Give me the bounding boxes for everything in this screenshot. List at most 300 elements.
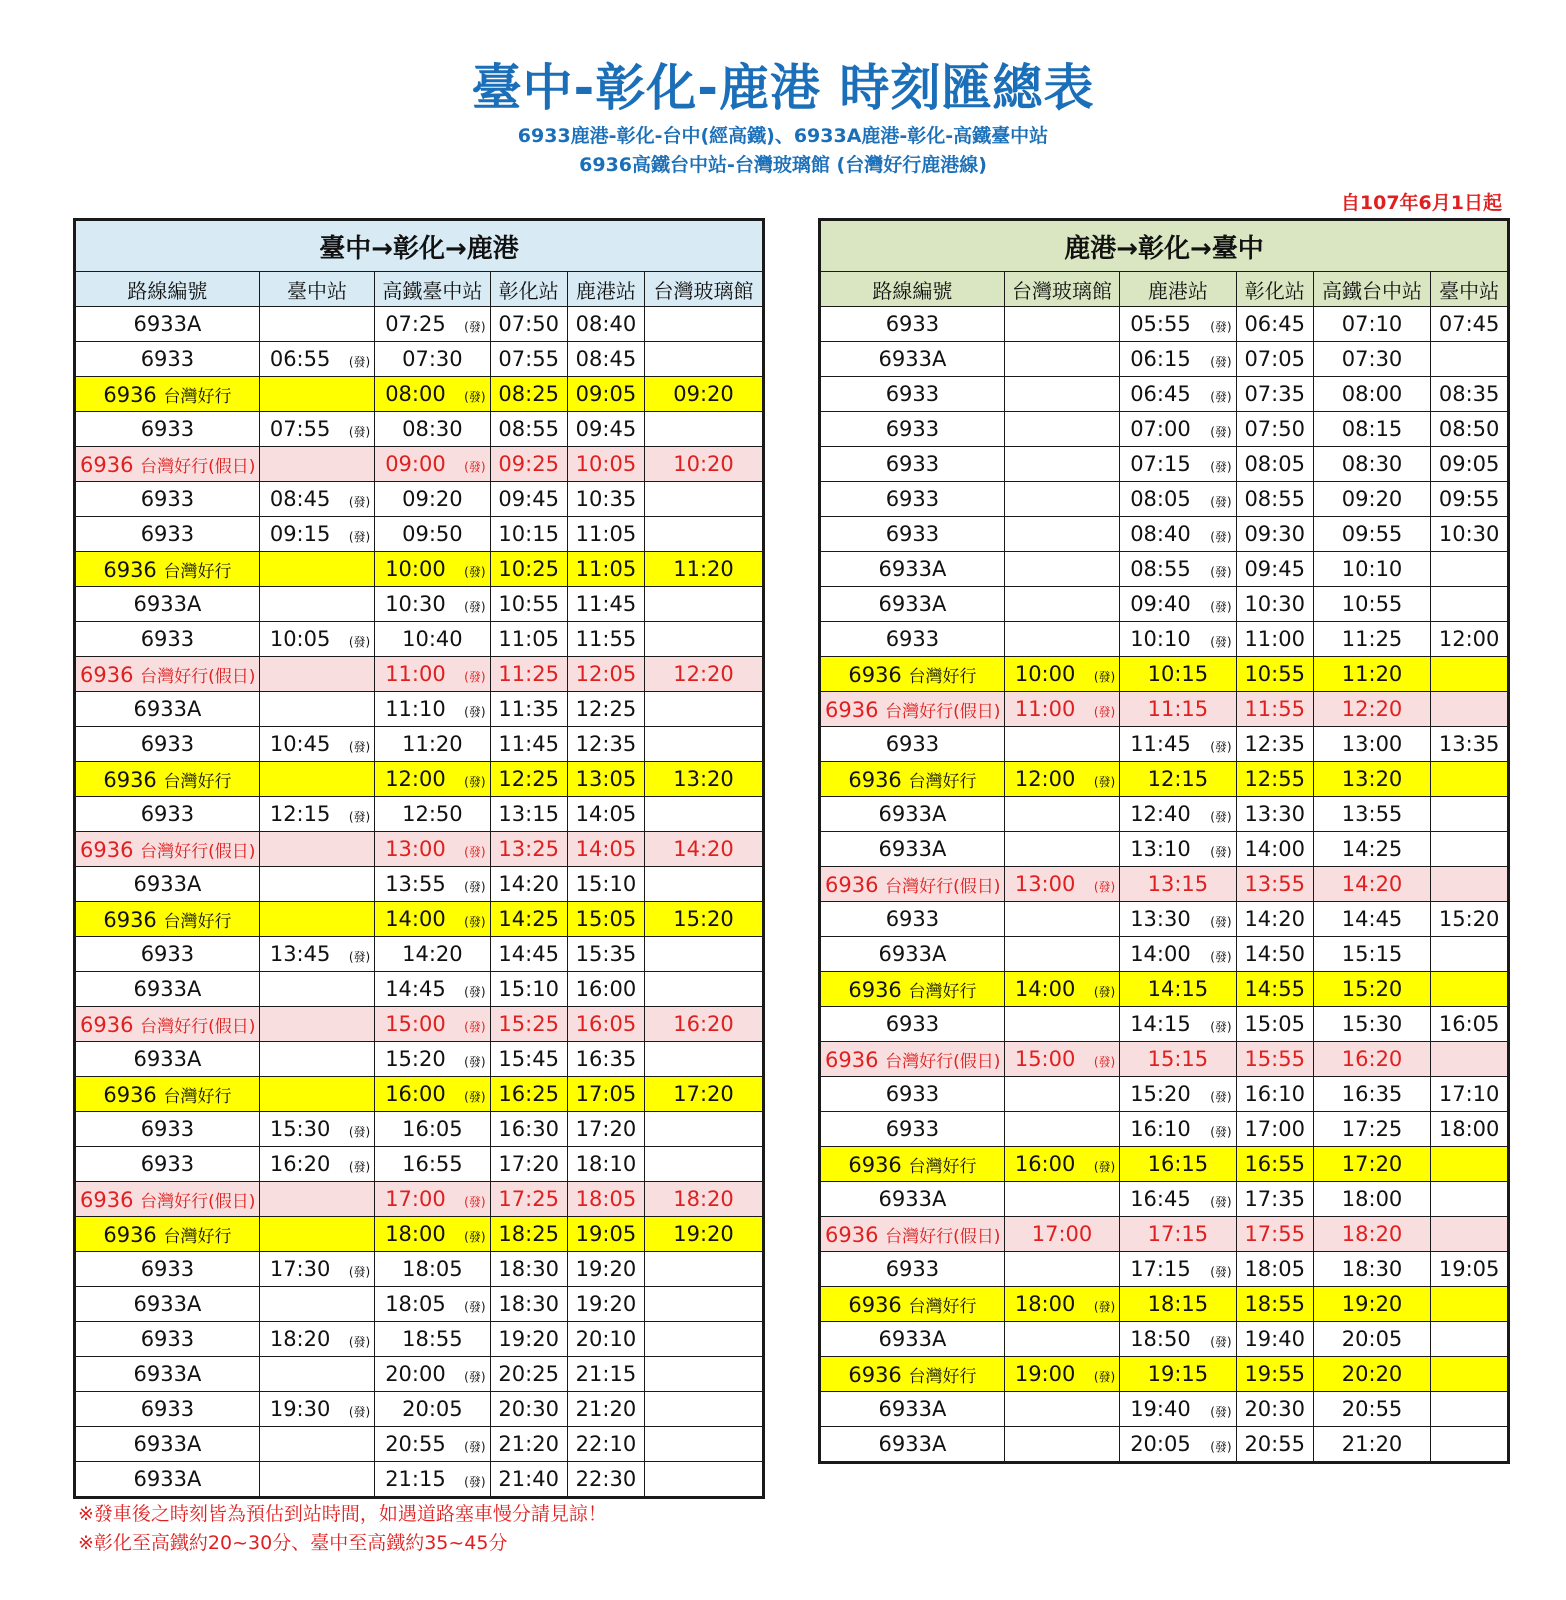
table-cell — [1431, 622, 1507, 657]
route-number: 6936 — [848, 662, 902, 687]
table-cell — [567, 832, 644, 867]
table-row — [821, 342, 1507, 377]
route-number: 6936 — [848, 1362, 902, 1387]
time-value: 13:55 — [1244, 872, 1305, 896]
table-cell — [1236, 762, 1313, 797]
table-cell — [1120, 1112, 1236, 1147]
departure-time: 17:15 — [1130, 1257, 1191, 1281]
col-header-hsr-taichung: 高鐵台中站 — [1313, 272, 1430, 307]
table-cell — [1120, 1182, 1236, 1217]
table-cell — [1004, 587, 1119, 622]
table-row — [76, 937, 762, 972]
table-row — [76, 797, 762, 832]
departure-time: 12:15 — [269, 802, 331, 826]
table-cell — [375, 412, 490, 447]
time-value: 11:35 — [498, 697, 559, 721]
table-cell — [375, 1007, 490, 1042]
route-number: 6933 — [140, 347, 195, 371]
departure-time: 11:10 — [385, 697, 446, 721]
table-cell — [1004, 342, 1119, 377]
table-row — [821, 1112, 1507, 1147]
table-cell — [645, 1217, 762, 1252]
table-cell — [76, 657, 259, 692]
time-value: 06:45 — [1244, 312, 1305, 336]
table-cell — [1004, 937, 1119, 972]
table-cell — [567, 1147, 644, 1182]
time-value: 10:20 — [673, 452, 734, 476]
table-cell — [1236, 692, 1313, 727]
time-value: 12:35 — [575, 732, 637, 756]
time-value: 18:05 — [402, 1257, 463, 1281]
departure-mark: (發) — [348, 1335, 371, 1349]
table-row — [76, 622, 762, 657]
table-cell — [76, 1217, 259, 1252]
table-cell — [259, 517, 374, 552]
time-value: 12:20 — [1341, 697, 1403, 721]
time-value: 15:05 — [1244, 1012, 1305, 1036]
table-cell — [76, 1007, 259, 1042]
departure-mark: (發) — [464, 1020, 486, 1034]
table-cell — [1431, 797, 1507, 832]
time-value: 14:20 — [673, 837, 734, 861]
table-cell — [1236, 447, 1313, 482]
time-value: 15:45 — [498, 1047, 559, 1071]
departure-time: 10:30 — [385, 592, 446, 616]
table-cell — [1313, 1217, 1430, 1252]
time-value: 18:15 — [1147, 1292, 1209, 1316]
table-cell — [1120, 1042, 1236, 1077]
table-cell — [1431, 1147, 1507, 1182]
table-cell — [259, 762, 374, 797]
departure-time: 20:05 — [1130, 1432, 1191, 1456]
time-value: 17:25 — [498, 1187, 559, 1211]
route-number: 6936 — [825, 697, 879, 722]
table-cell — [1236, 552, 1313, 587]
time-value: 08:05 — [1244, 452, 1305, 476]
route-tag: 台灣好行 — [163, 386, 232, 407]
table-cell — [76, 377, 259, 412]
table-cell — [1004, 552, 1119, 587]
table-cell — [567, 692, 644, 727]
route-number: 6933A — [133, 872, 202, 896]
departure-time: 14:00 — [1130, 942, 1191, 966]
table-cell — [76, 1357, 259, 1392]
departure-time: 14:15 — [1130, 1012, 1191, 1036]
table-cell — [259, 447, 374, 482]
table-row — [76, 1287, 762, 1322]
table-cell — [1004, 307, 1119, 342]
time-value: 18:20 — [1341, 1222, 1403, 1246]
table-row — [821, 937, 1507, 972]
table-row — [76, 867, 762, 902]
table-row — [76, 1462, 762, 1497]
table-cell — [1120, 1427, 1236, 1462]
departure-mark: (發) — [1210, 390, 1232, 404]
departure-time: 06:15 — [1130, 347, 1191, 371]
table-cell — [1004, 797, 1119, 832]
route-number: 6933 — [885, 452, 940, 476]
table-cell — [1120, 1287, 1236, 1322]
table-cell — [259, 552, 374, 587]
col-header-glass-museum: 台灣玻璃館 — [1004, 272, 1119, 307]
subtitle-routes: 6933鹿港-彰化-台中(經高鐵)、6933A鹿港-彰化-高鐵臺中站 — [517, 125, 1049, 147]
table-cell — [1236, 902, 1313, 937]
departure-mark: (發) — [1093, 1370, 1116, 1384]
table-cell — [1236, 1287, 1313, 1322]
time-value: 15:15 — [1341, 942, 1403, 966]
table-cell — [1120, 1147, 1236, 1182]
table-cell — [1431, 1427, 1507, 1462]
table-row — [76, 1007, 762, 1042]
table-cell — [375, 937, 490, 972]
table-cell — [375, 797, 490, 832]
time-value: 11:05 — [575, 557, 637, 581]
table-cell — [1313, 377, 1430, 412]
time-value: 16:05 — [1438, 1012, 1500, 1036]
route-number: 6936 — [103, 907, 157, 932]
time-value: 09:05 — [1438, 452, 1500, 476]
table-cell — [76, 1147, 259, 1182]
table-cell — [490, 412, 567, 447]
table-row — [76, 1252, 762, 1287]
time-value: 11:00 — [1244, 627, 1305, 651]
table-cell — [1004, 867, 1119, 902]
time-value: 18:30 — [498, 1292, 559, 1316]
table-cell — [821, 867, 1004, 902]
table-cell — [567, 1427, 644, 1462]
route-number: 6936 — [80, 452, 134, 477]
table-row — [76, 832, 762, 867]
table-cell — [567, 972, 644, 1007]
table-cell — [1004, 1217, 1119, 1252]
table-cell — [1313, 1287, 1430, 1322]
time-value: 17:00 — [1031, 1222, 1093, 1246]
time-value: 16:05 — [575, 1012, 637, 1036]
table-cell — [1004, 657, 1119, 692]
time-value: 14:20 — [1341, 872, 1403, 896]
table-cell — [567, 1252, 644, 1287]
table-cell — [645, 1357, 762, 1392]
table-cell — [1431, 832, 1507, 867]
table-cell — [490, 1357, 567, 1392]
route-number: 6933 — [140, 522, 195, 546]
route-number: 6936 — [825, 872, 879, 897]
table-row — [76, 1322, 762, 1357]
table-cell — [1431, 1322, 1507, 1357]
table-cell — [1120, 727, 1236, 762]
table-cell — [1004, 762, 1119, 797]
table-cell — [76, 1462, 259, 1497]
col-header-taichung: 臺中站 — [1431, 272, 1507, 307]
departure-time: 10:05 — [269, 627, 331, 651]
table-row — [821, 377, 1507, 412]
time-value: 11:20 — [402, 732, 463, 756]
departure-time: 09:15 — [269, 522, 331, 546]
table-cell — [76, 1392, 259, 1427]
table-cell — [821, 937, 1004, 972]
table-cell — [1431, 1217, 1507, 1252]
departure-mark: (發) — [1210, 425, 1232, 439]
table-cell — [645, 1252, 762, 1287]
table-cell — [1236, 517, 1313, 552]
table-row — [76, 412, 762, 447]
table-cell — [1004, 1427, 1119, 1462]
time-value: 15:05 — [575, 907, 637, 931]
table-row — [76, 377, 762, 412]
departure-mark: (發) — [348, 950, 371, 964]
departure-time: 08:45 — [269, 487, 331, 511]
route-number: 6933 — [885, 417, 940, 441]
departure-time: 17:00 — [385, 1187, 446, 1211]
table-cell — [259, 412, 374, 447]
route-tag: 台灣好行(假日) — [885, 1226, 1001, 1247]
time-value: 07:35 — [1244, 382, 1305, 406]
table-cell — [821, 692, 1004, 727]
table-cell — [76, 727, 259, 762]
table-cell — [490, 1252, 567, 1287]
time-value: 08:55 — [1244, 487, 1305, 511]
table-cell — [375, 377, 490, 412]
time-value: 09:50 — [402, 522, 463, 546]
departure-mark: (發) — [464, 845, 486, 859]
time-value: 20:20 — [1341, 1362, 1403, 1386]
table-cell — [1313, 1077, 1430, 1112]
table-cell — [821, 307, 1004, 342]
table-cell — [645, 1287, 762, 1322]
table-cell — [1236, 867, 1313, 902]
table-cell — [1120, 902, 1236, 937]
subtitle-tourist-line: 6936高鐵台中站-台灣玻璃館 (台灣好行鹿港線) — [579, 154, 987, 176]
departure-time: 18:00 — [385, 1222, 446, 1246]
table-cell — [76, 1182, 259, 1217]
table-row — [821, 972, 1507, 1007]
table-cell — [1120, 342, 1236, 377]
table-cell — [259, 1217, 374, 1252]
departure-mark: (發) — [1093, 1055, 1116, 1069]
departure-mark: (發) — [348, 495, 371, 509]
table-row — [821, 1217, 1507, 1252]
departure-mark: (發) — [464, 670, 486, 684]
table-cell — [490, 1077, 567, 1112]
departure-mark: (發) — [464, 1090, 486, 1104]
table-cell — [490, 902, 567, 937]
table-cell — [490, 307, 567, 342]
table-cell — [1120, 657, 1236, 692]
table-cell — [1431, 587, 1507, 622]
table-cell — [567, 867, 644, 902]
route-number: 6936 — [80, 662, 134, 687]
table-cell — [1313, 727, 1430, 762]
col-header-lukang: 鹿港站 — [567, 272, 644, 307]
time-value: 15:20 — [1438, 907, 1500, 931]
table-cell — [567, 937, 644, 972]
table-cell — [375, 1287, 490, 1322]
route-tag: 台灣好行 — [908, 771, 977, 792]
table-cell — [259, 1112, 374, 1147]
departure-mark: (發) — [348, 425, 371, 439]
table-cell — [1236, 1182, 1313, 1217]
table-cell — [259, 692, 374, 727]
route-tag: 台灣好行(假日) — [140, 666, 256, 687]
table-cell — [1431, 1042, 1507, 1077]
time-value: 16:20 — [1341, 1047, 1403, 1071]
table-cell — [259, 832, 374, 867]
table-cell — [490, 832, 567, 867]
table-cell — [821, 1252, 1004, 1287]
departure-time: 18:00 — [1014, 1292, 1076, 1316]
departure-mark: (發) — [464, 600, 486, 614]
table-cell — [76, 412, 259, 447]
table-cell — [490, 377, 567, 412]
table-row — [821, 307, 1507, 342]
route-number: 6933 — [140, 1117, 195, 1141]
table-cell — [821, 517, 1004, 552]
departure-time: 10:00 — [1014, 662, 1076, 686]
route-number: 6933A — [878, 592, 947, 616]
departure-mark: (發) — [1210, 1195, 1232, 1209]
departure-time: 12:40 — [1130, 802, 1191, 826]
table-cell — [1236, 1217, 1313, 1252]
table-row — [821, 1322, 1507, 1357]
route-number: 6933 — [140, 487, 195, 511]
table-cell — [567, 657, 644, 692]
table-cell — [259, 307, 374, 342]
route-tag: 台灣好行(假日) — [140, 841, 256, 862]
table-cell — [821, 1147, 1004, 1182]
route-number: 6933A — [878, 1432, 947, 1456]
departure-mark: (發) — [1210, 460, 1232, 474]
table-cell — [645, 1007, 762, 1042]
time-value: 09:05 — [575, 382, 637, 406]
departure-mark: (發) — [1093, 670, 1116, 684]
route-tag: 台灣好行 — [163, 561, 232, 582]
time-value: 20:25 — [498, 1362, 559, 1386]
table-caption: 臺中→彰化→鹿港 — [76, 221, 762, 272]
table-cell — [1236, 1112, 1313, 1147]
table-cell — [1431, 1357, 1507, 1392]
route-tag: 台灣好行 — [163, 771, 232, 792]
table-cell — [1313, 937, 1430, 972]
table-cell — [645, 1392, 762, 1427]
table-cell — [1236, 657, 1313, 692]
departure-time: 16:00 — [1014, 1152, 1076, 1176]
time-value: 09:25 — [498, 452, 559, 476]
table-cell — [1313, 1147, 1430, 1182]
table-row — [76, 447, 762, 482]
table-row — [76, 587, 762, 622]
time-value: 15:30 — [1341, 1012, 1403, 1036]
table-cell — [490, 1112, 567, 1147]
table-cell — [567, 1392, 644, 1427]
table-cell — [1120, 622, 1236, 657]
table-cell — [1004, 692, 1119, 727]
departure-time: 13:00 — [1014, 872, 1076, 896]
table-cell — [259, 727, 374, 762]
table-cell — [567, 622, 644, 657]
table-cell — [1236, 1007, 1313, 1042]
table-cell — [821, 1112, 1004, 1147]
route-number: 6936 — [848, 767, 902, 792]
time-value: 16:55 — [1244, 1152, 1305, 1176]
table-cell — [375, 1217, 490, 1252]
time-value: 09:20 — [1341, 487, 1403, 511]
time-value: 10:30 — [1438, 522, 1500, 546]
table-cell — [1236, 587, 1313, 622]
route-tag: 台灣好行 — [908, 981, 977, 1002]
time-value: 11:45 — [498, 732, 559, 756]
table-cell — [375, 1357, 490, 1392]
route-tag: 台灣好行(假日) — [885, 701, 1001, 722]
table-row — [821, 1252, 1507, 1287]
time-value: 15:15 — [1147, 1047, 1209, 1071]
table-cell — [490, 1322, 567, 1357]
table-cell — [1004, 447, 1119, 482]
table-cell — [645, 622, 762, 657]
table-row — [821, 902, 1507, 937]
departure-time: 16:20 — [269, 1152, 331, 1176]
route-number: 6933 — [885, 522, 940, 546]
table-cell — [1431, 517, 1507, 552]
table-cell — [375, 307, 490, 342]
departure-time: 11:00 — [385, 662, 446, 686]
departure-time: 15:20 — [385, 1047, 446, 1071]
table-cell — [490, 552, 567, 587]
route-tag: 台灣好行 — [908, 666, 977, 687]
table-row — [76, 482, 762, 517]
time-value: 17:20 — [498, 1152, 559, 1176]
route-number: 6936 — [103, 1082, 157, 1107]
table-caption-row — [821, 221, 1507, 272]
time-value: 07:50 — [1244, 417, 1305, 441]
time-value: 17:20 — [673, 1082, 734, 1106]
route-number: 6933A — [133, 312, 202, 336]
table-cell — [375, 902, 490, 937]
time-value: 14:20 — [1244, 907, 1305, 931]
route-number: 6933A — [878, 942, 947, 966]
time-value: 16:15 — [1147, 1152, 1209, 1176]
time-value: 12:25 — [498, 767, 559, 791]
table-cell — [821, 1322, 1004, 1357]
table-cell — [821, 762, 1004, 797]
time-value: 11:05 — [498, 627, 559, 651]
route-number: 6933 — [140, 1152, 195, 1176]
table-cell — [645, 377, 762, 412]
time-value: 19:20 — [1341, 1292, 1403, 1316]
table-cell — [259, 1287, 374, 1322]
route-number: 6936 — [825, 1222, 879, 1247]
table-cell — [490, 972, 567, 1007]
time-value: 14:15 — [1147, 977, 1209, 1001]
table-cell — [1120, 1252, 1236, 1287]
table-cell — [1120, 482, 1236, 517]
time-value: 20:05 — [1341, 1327, 1403, 1351]
table-cell — [567, 1462, 644, 1497]
route-number: 6933 — [885, 907, 940, 931]
route-tag: 台灣好行(假日) — [140, 1016, 256, 1037]
table-cell — [1120, 517, 1236, 552]
table-cell — [1120, 1322, 1236, 1357]
time-value: 13:20 — [673, 767, 734, 791]
table-cell — [1313, 1252, 1430, 1287]
departure-mark: (發) — [464, 705, 486, 719]
departure-mark: (發) — [464, 1195, 486, 1209]
table-cell — [821, 832, 1004, 867]
table-cell — [567, 587, 644, 622]
table-cell — [645, 727, 762, 762]
departure-time: 07:00 — [1130, 417, 1191, 441]
departure-mark: (發) — [1210, 1020, 1232, 1034]
departure-time: 07:55 — [269, 417, 331, 441]
